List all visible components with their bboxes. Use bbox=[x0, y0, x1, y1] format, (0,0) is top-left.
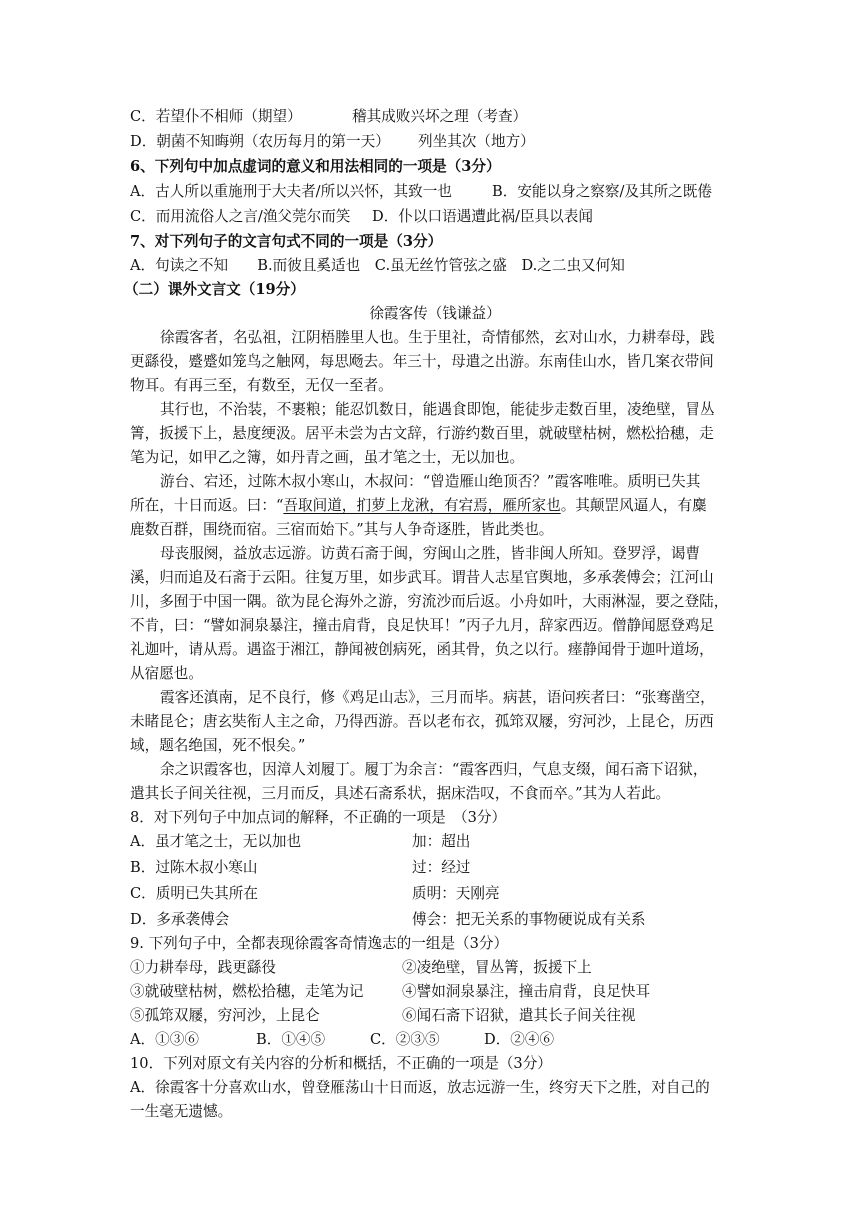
q9-answer-c: C．②③⑤ bbox=[370, 1031, 440, 1048]
q8-option-c-gloss: 质明：天刚亮 bbox=[412, 885, 500, 902]
section-heading: （二）课外文言文（19分） bbox=[124, 281, 305, 298]
passage-line: 遣其长子间关往视，三月而反，具述石斋系状，据床浩叹，不食而卒。”其为人若此。 bbox=[130, 785, 671, 802]
passage-line: 母丧服阕，益放志远游。访黄石斋于闽，穷闽山之胜，皆非闽人所知。登罗浮，谒曹 bbox=[160, 545, 700, 562]
passage-line: 余之识霞客也，因漳人刘履丁。履丁为余言：“霞客西归，气息支缀，闻石斋下诏狱， bbox=[160, 761, 708, 778]
q8-option-c: C．质明已失其所在 bbox=[130, 885, 258, 902]
passage-line: 霞客还滇南，足不良行，修《鸡足山志》，三月而毕。病甚，语问疾者曰：“张骞凿空， bbox=[160, 689, 715, 706]
q5-option-d-right: 列坐其次（地方） bbox=[418, 133, 535, 150]
passage-line: 溪，归而追及石斋于云阳。往复万里，如步武耳。谓昔人志星官舆地，多承袭傅会；江河山 bbox=[130, 569, 714, 586]
passage-line: 礼迦叶，请从焉。遇盗于湘江，静闻被创病死，函其骨，负之以行。瘗静闻骨于迦叶道场， bbox=[130, 641, 714, 658]
q9-item: ③就破壁枯树，燃松拾穗，走笔为记 bbox=[130, 983, 364, 1000]
passage-line-underlined: 所在，十日而返。曰：“吾取间道，扪萝上龙湫，有宕焉，雁所家也。其颠罡风逼人，有麋 bbox=[130, 497, 707, 514]
q9-item: ⑤孤筇双屦，穷河沙，上昆仑 bbox=[130, 1007, 320, 1024]
q8-option-d-gloss: 傅会：把无关系的事物硬说成有关系 bbox=[412, 911, 646, 928]
passage-line: 不肯，曰：“譬如洞泉暴注，撞击肩背，良足快耳！”丙子九月，辞家西迈。僧静闻愿登鸡足 bbox=[130, 617, 715, 634]
q5-option-c-right: 稽其成败兴坏之理（考查） bbox=[352, 108, 528, 125]
q8-option-d: D．多承袭傅会 bbox=[130, 911, 230, 928]
q8-option-b-gloss: 过：经过 bbox=[412, 859, 471, 876]
q6-option-d: D．仆以口语遇遭此祸/臣具以表闻 bbox=[372, 208, 593, 225]
passage-line: 箐，扳援下上，悬度绠汲。居平未尝为古文辞，行游约数百里，就破壁枯树，燃松拾穗，走 bbox=[130, 425, 714, 442]
passage-line: 游台、宕还，过陈木叔小寒山，木叔问：“曾造雁山绝顶否？”霞客唯唯。质明已失其 bbox=[160, 473, 701, 490]
q5-option-c: C．若望仆不相师（期望） bbox=[130, 108, 302, 125]
q9-item: ②凌绝壁，冒丛箐，扳援下上 bbox=[402, 959, 592, 976]
q6-option-c: C．而用流俗人之言/渔父莞尔而笑 bbox=[130, 208, 351, 225]
q10-option-a-cont: 一生毫无遗憾。 bbox=[130, 1103, 233, 1120]
passage-title: 徐霞客传（钱谦益） bbox=[369, 305, 501, 322]
q10-stem: 10．下列对原文有关内容的分析和概括，不正确的一项是（3分） bbox=[130, 1055, 552, 1072]
q8-stem: 8．对下列句子中加点词的解释，不正确的一项是 （3分） bbox=[130, 809, 507, 826]
passage-line: 从宿愿也。 bbox=[130, 665, 203, 682]
passage-line: 川，多囿于中国一隅。欲为昆仑海外之游，穷流沙而后返。小舟如叶，大雨淋湿，要之登陆， bbox=[130, 593, 729, 610]
q9-stem: 9. 下列句子中，全都表现徐霞客奇情逸志的一组是（3分） bbox=[130, 935, 509, 952]
q9-answer-a: A．①③⑥ bbox=[130, 1031, 199, 1048]
q9-answer-d: D．②④⑥ bbox=[484, 1031, 555, 1048]
q9-item: ①力耕奉母，践更繇役 bbox=[130, 959, 276, 976]
q9-item: ④譬如洞泉暴注，撞击肩背，良足快耳 bbox=[402, 983, 651, 1000]
passage-line: 物耳。有再三至，有数至，无仅一至者。 bbox=[130, 377, 393, 394]
passage-line: 笔为记，如甲乙之簿，如丹青之画，虽才笔之士，无以加也。 bbox=[130, 449, 525, 466]
passage-line: 更繇役，蹙蹙如笼鸟之触网，每思飏去。年三十，母遣之出游。东南佳山水，皆几案衣带间 bbox=[130, 353, 714, 370]
q5-option-d: D．朝菌不知晦朔（农历每月的第一天） bbox=[130, 133, 390, 150]
q6-stem: 6、下列句中加点虚词的意义和用法相同的一项是（3分） bbox=[130, 158, 501, 175]
q8-option-a: A．虽才笔之士，无以加也 bbox=[130, 833, 302, 850]
passage-line: 域，题名绝国，死不恨矣。” bbox=[130, 737, 306, 754]
q6-option-a: A．古人所以重施刑于大夫者/所以兴怀，其致一也 bbox=[130, 183, 452, 200]
underlined-sentence: 吾取间道，扪萝上龙湫，有宕焉，雁所家也 bbox=[283, 497, 561, 514]
q9-answer-b: B．①④⑤ bbox=[256, 1031, 326, 1048]
passage-line: 未睹昆仑；唐玄奘衔人主之命，乃得西游。吾以老布衣，孤筇双屦，穷河沙，上昆仑，历西 bbox=[130, 713, 714, 730]
passage-line: 鹿数百群，围绕而宿。三宿而始下。”其与人争奇逐胜，皆此类也。 bbox=[130, 521, 554, 538]
q8-option-b: B．过陈木叔小寒山 bbox=[130, 859, 258, 876]
q10-option-a: A．徐霞客十分喜欢山水，曾登雁荡山十日而返，放志远游一生，终穷天下之胜，对自己的 bbox=[130, 1079, 710, 1096]
q9-item: ⑥闻石斋下诏狱，遣其长子间关往视 bbox=[402, 1007, 636, 1024]
q7-stem: 7、对下列句子的文言句式不同的一项是（3分） bbox=[130, 233, 443, 250]
q8-option-a-gloss: 加：超出 bbox=[412, 833, 471, 850]
q6-option-b: B．安能以身之察察/及其所之既倦 bbox=[492, 183, 712, 200]
q7-options: A．句读之不知 B.而彼且奚适也 C.虽无丝竹管弦之盛 D.之二虫又何知 bbox=[130, 257, 625, 274]
passage-line: 徐霞客者，名弘祖，江阴梧塍里人也。生于里社，奇情郁然，玄对山水，力耕奉母，践 bbox=[160, 329, 715, 346]
passage-line: 其行也，不治装，不裹粮；能忍饥数日，能遇食即饱，能徒步走数百里，凌绝壁，冒丛 bbox=[160, 401, 715, 418]
